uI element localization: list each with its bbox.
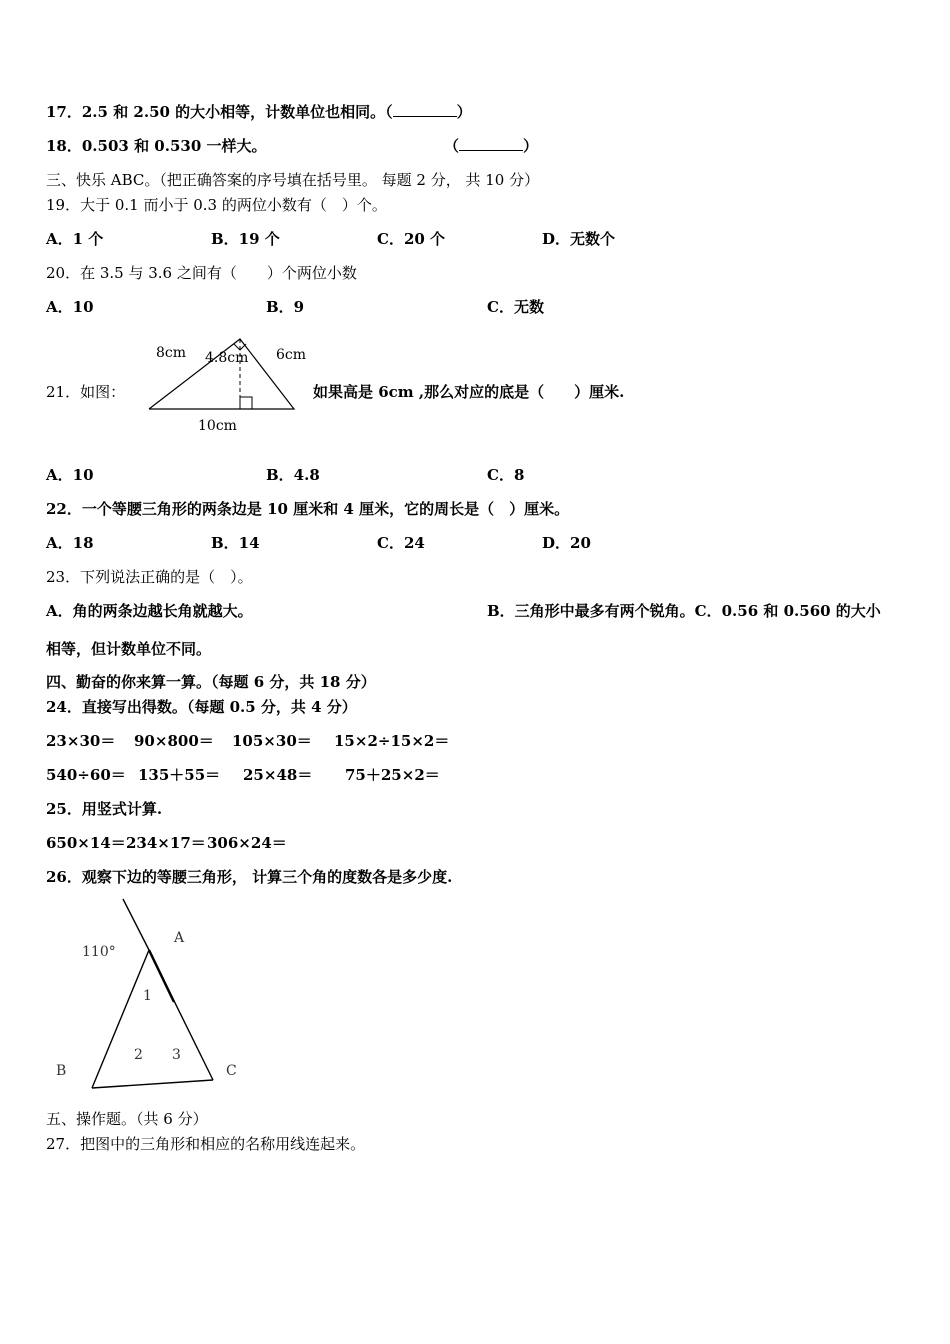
question-23: 23．下列说法正确的是（ ）。 — [46, 568, 253, 586]
base-label: 10cm — [198, 418, 237, 434]
answer-blank — [459, 136, 523, 151]
question-24: 24．直接写出得数。（每题 0.5 分，共 4 分） — [46, 698, 357, 716]
q23-continuation: 相等，但计数单位不同。 — [46, 640, 212, 658]
q21-triangle-figure — [140, 332, 315, 438]
answer-blank — [393, 102, 457, 117]
question-18: 18．0.503 和 0.530 一样大。 — [46, 137, 267, 155]
angle-1-label: 1 — [143, 988, 152, 1004]
angle-110-label: 110° — [82, 944, 116, 960]
vertex-b-label: B — [56, 1063, 67, 1079]
angle-3-label: 3 — [172, 1047, 181, 1063]
question-17: 17．2.5 和 2.50 的大小相等，计数单位也相同。（ ） — [46, 103, 472, 121]
q22-option-d: D．20 — [542, 534, 591, 552]
calc-item: 25×48＝ — [243, 766, 313, 784]
question-25: 25．用竖式计算. — [46, 800, 163, 818]
q23-option-a: A．角的两条边越长角就越大。 — [46, 602, 253, 620]
q26-triangle-figure — [40, 893, 260, 1098]
height-label: 4.8cm — [205, 350, 249, 366]
question-19: 19．大于 0.1 而小于 0.3 的两位小数有（ ）个。 — [46, 196, 387, 214]
q23-option-bc: B．三角形中最多有两个锐角。C．0.56 和 0.560 的大小 — [487, 602, 881, 620]
angle-2-label: 2 — [134, 1047, 143, 1063]
right-angle-mark — [240, 397, 252, 409]
question-18-answer: （ ） — [444, 137, 539, 155]
left-side-label: 8cm — [156, 345, 187, 361]
question-20: 20．在 3.5 与 3.6 之间有（ ）个两位小数 — [46, 264, 357, 282]
q21-option-a: A．10 — [46, 466, 94, 484]
q22-option-a: A．18 — [46, 534, 94, 552]
extension-line — [123, 899, 149, 950]
calc-item: 75＋25×2＝ — [345, 766, 440, 784]
q22-option-b: B．14 — [211, 534, 260, 552]
calc-item: 105×30＝ — [232, 732, 312, 750]
calc-item: 135＋55＝ — [138, 766, 221, 784]
section-4-heading: 四、勤奋的你来算一算。（每题 6 分，共 18 分） — [46, 673, 376, 691]
right-side-label: 6cm — [276, 347, 307, 363]
q20-option-c: C．无数 — [487, 298, 544, 316]
vertical-calc-item: 234×17＝ — [126, 834, 206, 852]
calc-item: 23×30＝ — [46, 732, 116, 750]
q22-option-c: C．24 — [377, 534, 425, 552]
q20-option-b: B．9 — [266, 298, 305, 316]
triangle-side-bc — [92, 1080, 213, 1088]
q19-option-b: B．19 个 — [211, 230, 280, 248]
vertex-a-label: A — [174, 930, 185, 946]
calc-item: 90×800＝ — [134, 732, 214, 750]
q21-option-b: B．4.8 — [266, 466, 320, 484]
question-27: 27．把图中的三角形和相应的名称用线连起来。 — [46, 1135, 366, 1153]
vertex-c-label: C — [226, 1063, 237, 1079]
triangle-side-ac — [149, 950, 213, 1080]
vertical-calc-item: 650×14＝ — [46, 834, 126, 852]
q21-option-c: C．8 — [487, 466, 525, 484]
section-3-heading: 三、快乐 ABC。（把正确答案的序号填在括号里。 每题 2 分， 共 10 分） — [46, 171, 540, 189]
calc-item: 15×2÷15×2＝ — [334, 732, 450, 750]
calc-item: 540÷60＝ — [46, 766, 126, 784]
question-21-suffix: 如果高是 6cm ,那么对应的底是（ ）厘米. — [313, 383, 625, 401]
question-22: 22．一个等腰三角形的两条边是 10 厘米和 4 厘米，它的周长是（ ）厘米。 — [46, 500, 570, 518]
vertical-calc-item: 306×24＝ — [207, 834, 287, 852]
question-21-prefix: 21．如图： — [46, 383, 126, 401]
section-5-heading: 五、操作题。（共 6 分） — [46, 1110, 208, 1128]
q20-option-a: A．10 — [46, 298, 94, 316]
q19-option-c: C．20 个 — [377, 230, 446, 248]
q19-option-a: A．1 个 — [46, 230, 104, 248]
triangle-side-ab — [92, 950, 149, 1088]
question-26: 26．观察下边的等腰三角形， 计算三个角的度数各是多少度. — [46, 868, 453, 886]
q19-option-d: D．无数个 — [542, 230, 616, 248]
